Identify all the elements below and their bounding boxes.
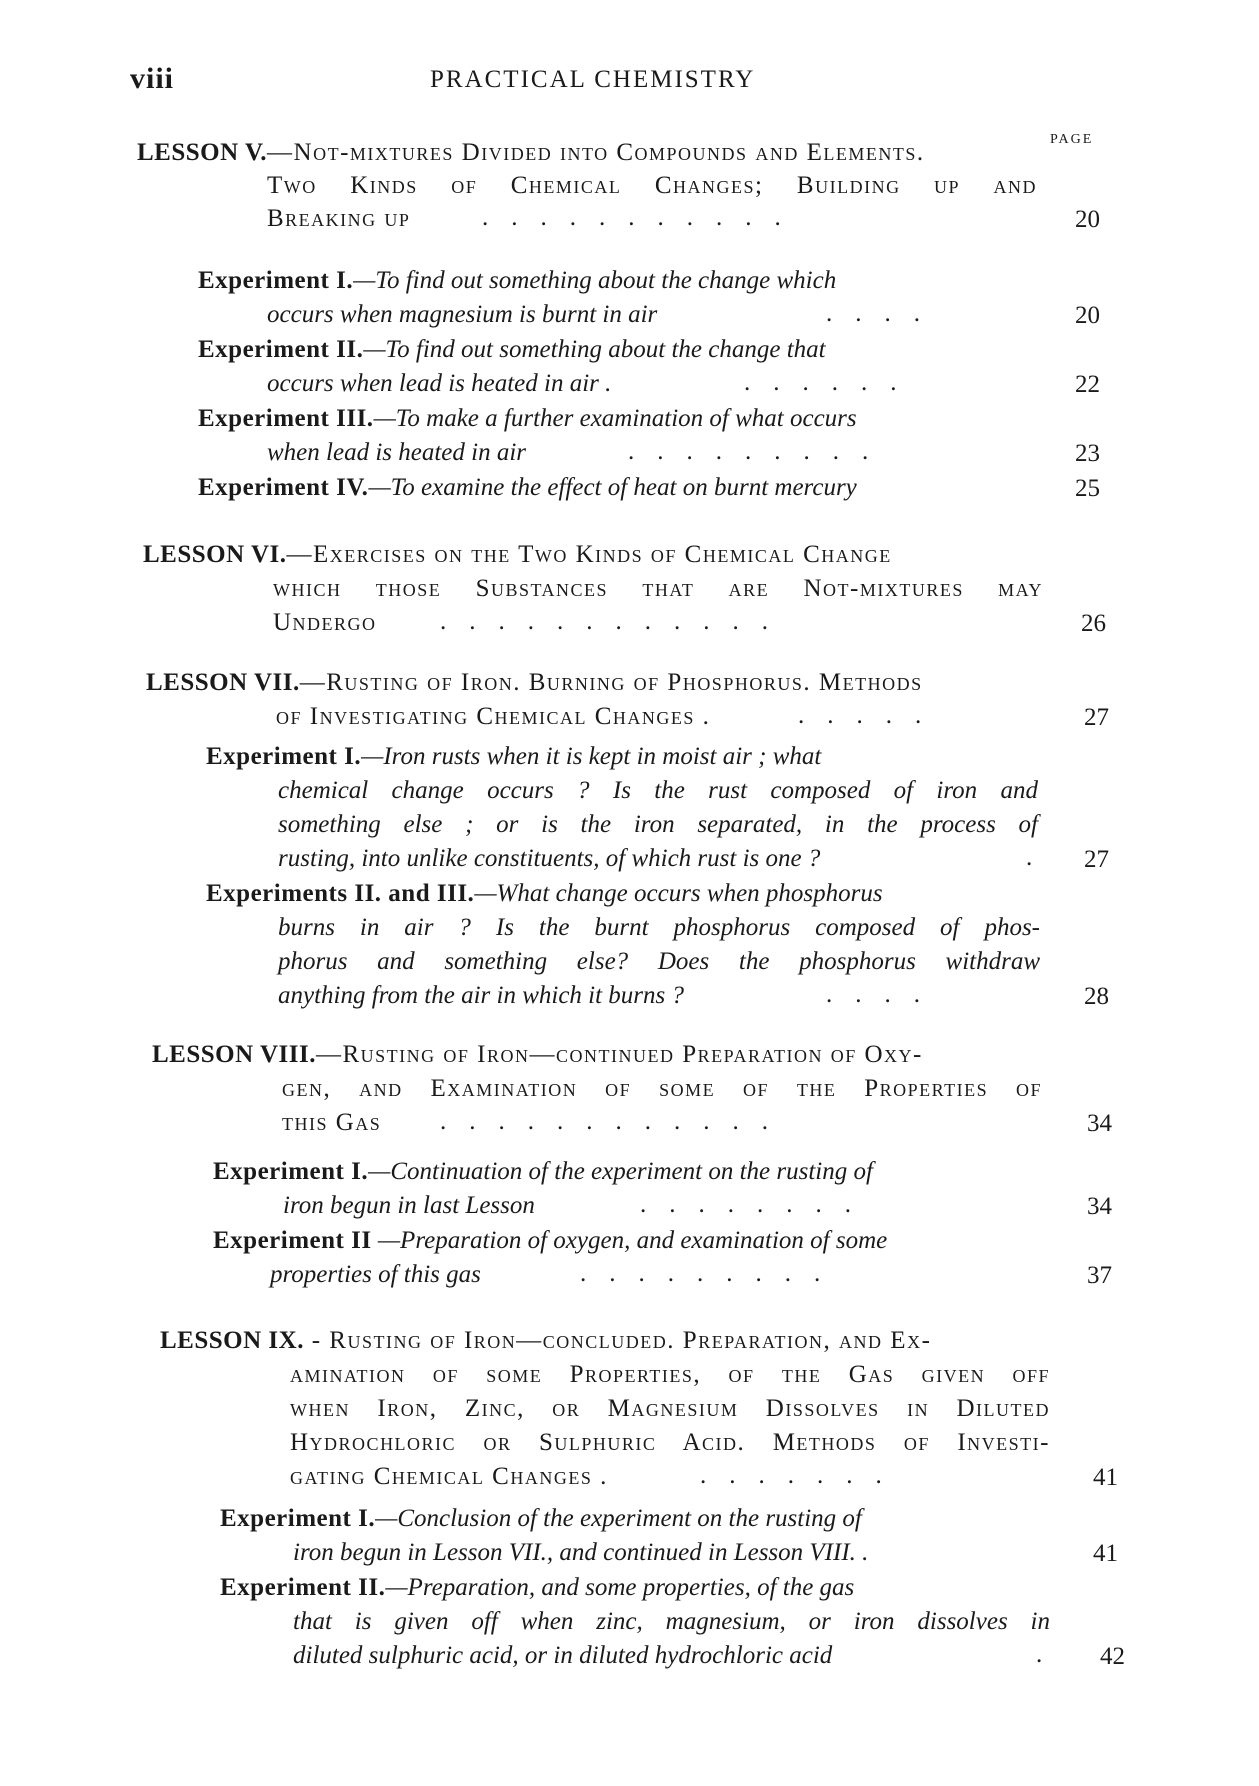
lesson-v-exp-3-text-2: when lead is heated in air (267, 439, 526, 466)
lesson-viii-exp-1-label: Experiment I. (213, 1158, 369, 1185)
lesson-viii-title-line-3: this Gas (282, 1109, 382, 1136)
lesson-viii-exp-1-text-2: iron begun in last Lesson (283, 1192, 535, 1219)
page-column-label: PAGE (1050, 132, 1094, 147)
lesson-viii-label: LESSON VIII. (152, 1041, 316, 1068)
lesson-ix-page: 41 (1093, 1464, 1118, 1491)
lesson-v-exp-2-line-1 (198, 335, 826, 365)
lesson-ix-exp-2-line-1 (220, 1573, 1050, 1603)
leader-dots: .... (826, 300, 943, 327)
lesson-ix-label: LESSON IX. (160, 1327, 304, 1354)
lesson-vi-label: LESSON VI. (143, 541, 287, 568)
lesson-viii-exp-1-text-1: —Continuation of the experiment on the rusting of (368, 1158, 873, 1185)
lesson-viii-exp-1-line-1 (213, 1157, 873, 1187)
lesson-v-exp-1-text-1: —To find out something about the change which (353, 267, 837, 294)
leader-dots: ..... (798, 702, 945, 729)
lesson-ix-heading-line-1 (160, 1326, 1050, 1356)
leader-dots: ............ (440, 608, 791, 635)
lesson-vi-title-line-3: Undergo (273, 609, 377, 636)
lesson-v-exp-2-label: Experiment II. (198, 336, 364, 363)
lesson-v-exp-3-page: 23 (1075, 440, 1100, 467)
lesson-v-label: LESSON V. (137, 139, 268, 166)
lesson-viii-title-line-1: —Rusting of Iron—continued Preparation of Oxy- (315, 1041, 923, 1068)
lesson-v-exp-4-label: Experiment IV. (198, 474, 369, 501)
lesson-v-title-line-1: —Not-mixtures Divided into Compounds and Elements. (267, 139, 925, 166)
lesson-vii-exp-2-line-1 (206, 879, 1046, 909)
lesson-viii-exp-2-line-1 (213, 1226, 887, 1256)
lesson-vi-title-line-1: —Exercises on the Two Kinds of Chemical Change (286, 541, 892, 568)
leader-dots: . (1026, 844, 1056, 871)
lesson-vii-exp-1-text-4: rusting, into unlike constituents, of which rust is one ? (278, 845, 821, 872)
lesson-viii-exp-1-page: 34 (1087, 1193, 1112, 1220)
lesson-v-exp-4-page: 25 (1075, 475, 1100, 502)
lesson-vii-exp-2-label: Experiments II. and III. (206, 880, 475, 907)
lesson-vi-page: 26 (1081, 610, 1106, 637)
lesson-vii-exp-1-text-3: something else ; or is the iron separated, in the process of (278, 811, 1038, 838)
leader-dots: ........... (482, 204, 804, 231)
lesson-vii-exp-1-label: Experiment I. (206, 743, 362, 770)
lesson-v-heading-line-1 (137, 138, 1037, 168)
lesson-vii-exp-1-text-2: chemical change occurs ? Is the rust composed of iron and (278, 777, 1038, 804)
lesson-v-title-line-2: Two Kinds of Chemical Changes; Building up and (267, 172, 1037, 199)
lesson-viii-exp-2-label: Experiment II (213, 1227, 372, 1254)
lesson-viii-exp-2-text-1: —Preparation of oxygen, and examination of some (371, 1227, 888, 1254)
leader-dots: . (1036, 1641, 1066, 1668)
lesson-vii-label: LESSON VII. (146, 669, 300, 696)
lesson-ix-exp-2-text-1: —Preparation, and some properties, of the gas (385, 1574, 855, 1601)
lesson-vii-exp-1-page: 27 (1084, 846, 1109, 873)
lesson-v-title-line-3: Breaking up (267, 205, 411, 232)
lesson-v-exp-3-text-1: —To make a further examination of what occurs (373, 405, 857, 432)
lesson-v-exp-1-label: Experiment I. (198, 267, 354, 294)
lesson-vii-exp-1-text-1: —Iron rusts when it is kept in moist air ; what (361, 743, 822, 770)
lesson-v-exp-1-page: 20 (1075, 302, 1100, 329)
leader-dots: ...... (744, 369, 920, 396)
lesson-vii-exp-2-text-3: phorus and something else? Does the phosphorus withdraw (278, 948, 1040, 975)
lesson-viii-heading-line-1 (152, 1040, 1052, 1070)
lesson-vii-exp-2-text-1: —What change occurs when phosphorus (474, 880, 883, 907)
leader-dots: ......... (580, 1260, 844, 1287)
lesson-v-exp-2-text-2: occurs when lead is heated in air . (267, 370, 612, 397)
lesson-v-exp-4-line-1 (198, 473, 857, 503)
lesson-viii-title-line-2: gen, and Examination of some of the Properties of (282, 1075, 1042, 1102)
lesson-ix-title-line-2: amination of some Properties, of the Gas given off (290, 1361, 1050, 1388)
lesson-ix-exp-1-label: Experiment I. (220, 1505, 376, 1532)
page-header (130, 62, 1110, 102)
lesson-viii-exp-2-page: 37 (1087, 1262, 1112, 1289)
lesson-ix-title-line-5: gating Chemical Changes . (290, 1463, 608, 1490)
lesson-vii-exp-1-line-1 (206, 742, 1046, 772)
lesson-vii-title-line-1: —Rusting of Iron. Burning of Phosphorus. Methods (299, 669, 923, 696)
lesson-v-exp-2-page: 22 (1075, 371, 1100, 398)
lesson-vii-heading-line-1 (146, 668, 1046, 698)
lesson-vii-page: 27 (1084, 704, 1109, 731)
lesson-vi-heading-line-1 (143, 540, 1043, 570)
lesson-v-exp-1-text-2: occurs when magnesium is burnt in air (267, 301, 658, 328)
lesson-v-page: 20 (1075, 206, 1100, 233)
lesson-ix-title-line-3: when Iron, Zinc, or Magnesium Dissolves in Diluted (290, 1395, 1050, 1422)
lesson-v-exp-4-text-1: —To examine the effect of heat on burnt mercury (368, 474, 857, 501)
leader-dots: ......... (628, 438, 892, 465)
lesson-ix-title-line-4: Hydrochloric or Sulphuric Acid. Methods of Investi- (290, 1429, 1050, 1456)
running-title: PRACTICAL CHEMISTRY (430, 66, 756, 93)
lesson-ix-exp-1-line-1 (220, 1504, 1050, 1534)
lesson-ix-exp-2-page: 42 (1100, 1643, 1125, 1670)
lesson-ix-exp-1-text-1: —Conclusion of the experiment on the rusting of (375, 1505, 862, 1532)
lesson-vii-exp-2-text-4: anything from the air in which it burns ? (278, 982, 685, 1009)
lesson-viii-exp-2-text-2: properties of this gas (270, 1261, 481, 1288)
lesson-vi-title-line-2: which those Substances that are Not-mixtures may (273, 575, 1043, 602)
leader-dots: ....... (700, 1462, 905, 1489)
leader-dots: ........ (640, 1191, 874, 1218)
lesson-ix-exp-1-text-2: iron begun in Lesson VII., and continued in Lesson VIII. . (293, 1539, 869, 1566)
leader-dots: .... (826, 981, 943, 1008)
lesson-v-exp-2-text-1: —To find out something about the change that (363, 336, 826, 363)
lesson-ix-title-line-1: - Rusting of Iron—concluded. Preparation, and Ex- (303, 1327, 932, 1354)
lesson-v-exp-1-line-1 (198, 266, 836, 296)
lesson-vii-exp-2-page: 28 (1084, 983, 1109, 1010)
lesson-vii-title-line-2: of Investigating Chemical Changes . (276, 703, 711, 730)
lesson-vii-exp-2-text-2: burns in air ? Is the burnt phosphorus composed of phos- (278, 914, 1040, 941)
lesson-v-exp-3-line-1 (198, 404, 857, 434)
lesson-ix-exp-2-label: Experiment II. (220, 1574, 386, 1601)
page-number: viii (130, 62, 175, 95)
leader-dots: ............ (440, 1108, 791, 1135)
lesson-ix-exp-1-page: 41 (1093, 1540, 1118, 1567)
lesson-viii-page: 34 (1087, 1110, 1112, 1137)
lesson-ix-exp-2-text-3: diluted sulphuric acid, or in diluted hydrochloric acid (293, 1642, 833, 1669)
lesson-v-exp-3-label: Experiment III. (198, 405, 374, 432)
lesson-ix-exp-2-text-2: that is given off when zinc, magnesium, or iron dissolves in (293, 1608, 1050, 1635)
